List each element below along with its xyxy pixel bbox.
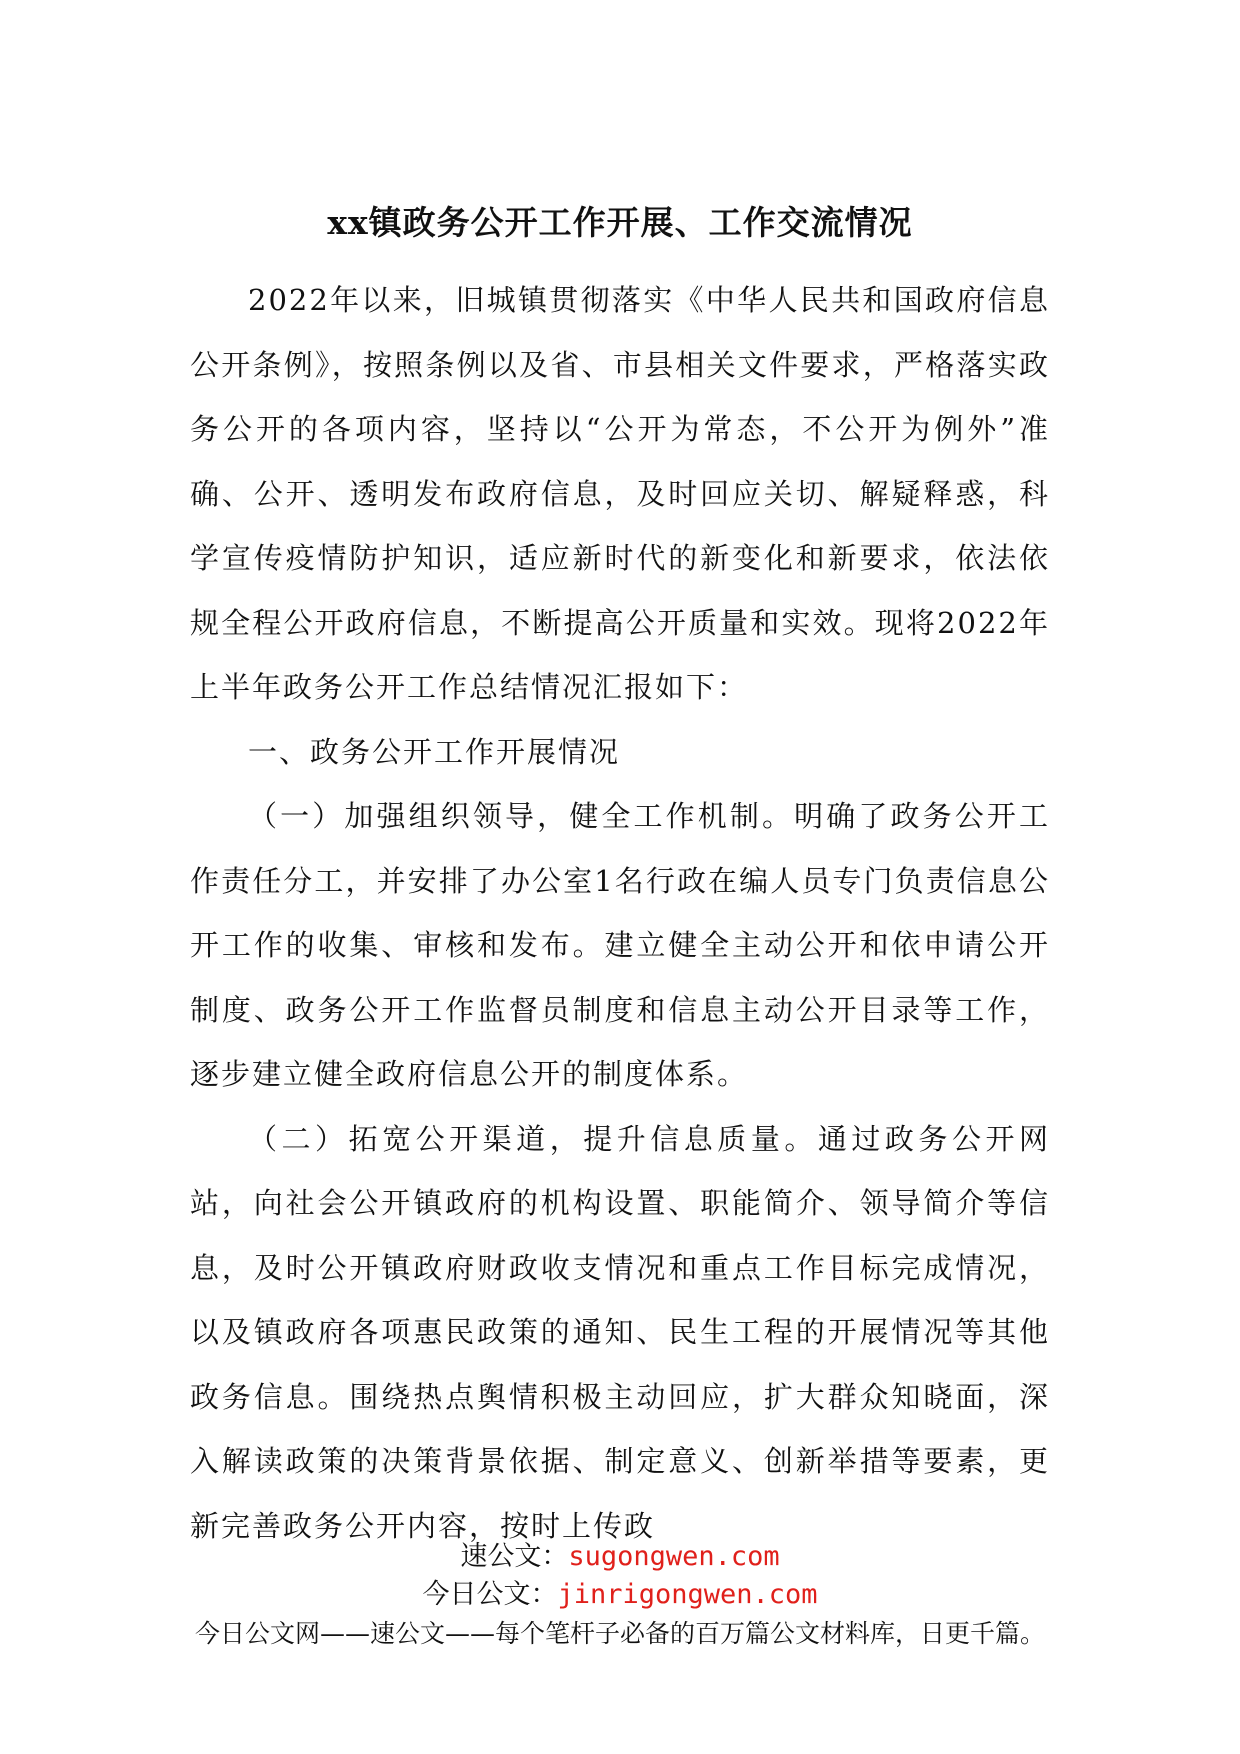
document-title: xx镇政务公开工作开展、工作交流情况 [327, 203, 913, 242]
footer-site-link[interactable]: jinrigongwen.com [557, 1579, 818, 1610]
footer-line-sugongwen [0, 1538, 1240, 1576]
footer-label: 速公文： [460, 1541, 569, 1572]
paragraph-organization: （一）加强组织领导，健全工作机制。明确了政务公开工作责任分工，并安排了办公室1名行政在编人员专门负责信息公开工作的收集、审核和发布。建立健全主动公开和依申请公开制度、政务公开工作监督员制度和信息主动公开目录等工作，逐步建立健全政府信息公开的制度体系。 [190, 799, 1050, 1091]
footer-watermark [0, 1538, 1240, 1654]
footer-line-jinrigongwen [0, 1576, 1240, 1614]
paragraph-channels: （二）拓宽公开渠道，提升信息质量。通过政务公开网站，向社会公开镇政府的机构设置、职能简介、领导简介等信息，及时公开镇政府财政收支情况和重点工作目标完成情况，以及镇政府各项惠民政策的通知、民生工程的开展情况等其他政务信息。围绕热点舆情积极主动回应，扩大群众知晓面，深入解读政策的决策背景依据、制定意义、创新举措等要素，更新完善政务公开内容，按时上传政 [190, 1121, 1050, 1543]
paragraph-intro: 2022年以来，旧城镇贯彻落实《中华人民共和国政府信息公开条例》，按照条例以及省、市县相关文件要求，严格落实政务公开的各项内容，坚持以“公开为常态，不公开为例外”准确、公开、透明发布政府信息，及时回应关切、解疑释惑，科学宣传疫情防护知识，适应新时代的新变化和新要求，依法依规全程公开政府信息，不断提高公开质量和实效。现将2022年上半年政务公开工作总结情况汇报如下： [190, 283, 1050, 704]
footer-label: 今日公文： [422, 1579, 558, 1610]
footer-site-link[interactable]: sugongwen.com [568, 1541, 780, 1572]
footer-tagline: 今日公文网——速公文——每个笔杆子必备的百万篇公文材料库，日更千篇。 [194, 1619, 1045, 1648]
section-heading: 一、政务公开工作开展情况 [248, 734, 621, 769]
document-body [190, 268, 1050, 1558]
